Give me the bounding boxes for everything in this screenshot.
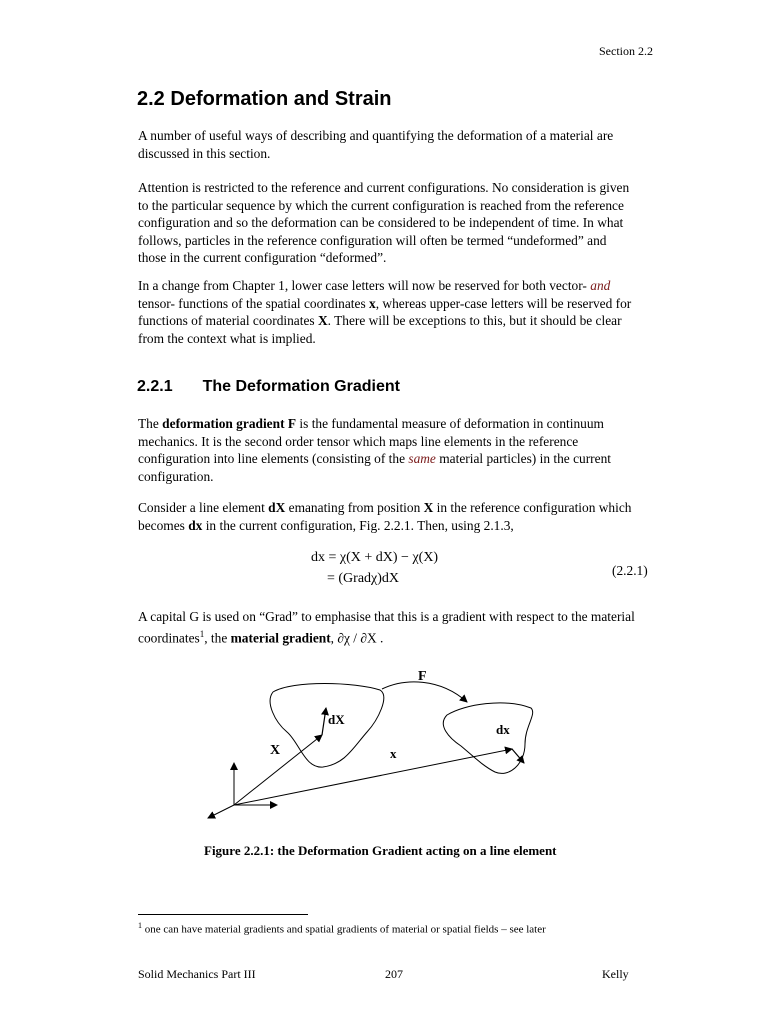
oblique-axis bbox=[208, 805, 234, 818]
text-run: In a change from Chapter 1, lower case letters will now be reserved for both vector- bbox=[138, 278, 591, 293]
text-run: Consider a line element bbox=[138, 500, 269, 515]
current-body-shape bbox=[443, 703, 532, 773]
label-x: x bbox=[390, 746, 397, 761]
paragraph-intro: A number of useful ways of describing and quantifying the deformation of a material are discussed in this section. bbox=[138, 128, 614, 161]
text-run: in the reference configuration which becomes bbox=[138, 500, 632, 533]
line-element-dX bbox=[322, 708, 326, 735]
equation-number: (2.2.1) bbox=[612, 563, 648, 578]
text-run: , the bbox=[204, 629, 231, 645]
line-element-dx bbox=[512, 749, 524, 763]
text-run: , ∂χ / ∂X . bbox=[330, 629, 384, 645]
footnote-rule bbox=[138, 914, 308, 915]
footnote-text: one can have material gradients and spatial gradients of material or spatial fields – see later bbox=[142, 923, 546, 936]
text-run: A capital G is used on “Grad” to emphasise that this is a gradient with respect to the material coordinates bbox=[138, 609, 635, 645]
section-heading bbox=[137, 88, 392, 111]
text-run: , whereas upper-case letters will be reserved for functions of material coordinates bbox=[138, 295, 632, 328]
term-deformation-gradient: deformation gradient F bbox=[162, 416, 297, 431]
footer-left: Solid Mechanics Part III bbox=[138, 967, 256, 981]
paragraph-configurations: Attention is restricted to the reference and current configurations. No consideration is given to the particular sequence by which the current configuration is reached from the reference configuration and so the deformation can be considered to be independent of time. In what follows, particles in the reference configuration will often be termed “undeformed” and those in the current configuration “deformed”. bbox=[138, 180, 630, 265]
symbol-dx: dx bbox=[188, 517, 203, 533]
reference-body-shape bbox=[270, 684, 384, 768]
section-title: Deformation and Strain bbox=[170, 88, 392, 110]
symbol-X: X bbox=[317, 313, 328, 328]
footer-right: Kelly bbox=[602, 967, 629, 981]
symbol-X: X bbox=[423, 500, 434, 515]
footnote-ref: 1 bbox=[199, 628, 205, 639]
text-run: . There will be exceptions to this, but it should be clear from the context what is implied. bbox=[138, 313, 622, 346]
footnote bbox=[138, 921, 546, 936]
emphasis-same: same bbox=[408, 451, 436, 466]
text-run: emanating from position bbox=[285, 500, 424, 515]
emphasis-and: and bbox=[590, 278, 611, 293]
symbol-x: x bbox=[369, 295, 376, 311]
label-F: F bbox=[418, 669, 427, 684]
text-run: material particles) in the current configuration. bbox=[138, 451, 612, 484]
deformation-figure bbox=[195, 660, 575, 825]
running-header: Section 2.2 bbox=[599, 44, 653, 58]
section-number: 2.2 bbox=[137, 88, 165, 110]
paragraph-notation bbox=[138, 277, 638, 347]
subsection-heading bbox=[137, 378, 400, 396]
paragraph-line-element bbox=[138, 499, 638, 534]
subsection-title: The Deformation Gradient bbox=[202, 378, 400, 395]
mapping-arrow bbox=[382, 682, 467, 702]
label-dX: dX bbox=[328, 712, 345, 727]
figure-caption: Figure 2.2.1: the Deformation Gradient acting on a line element bbox=[204, 843, 557, 858]
equation-line-1: dx = χ(X + dX) − χ(X) bbox=[311, 550, 439, 565]
text-run: tensor- functions of the spatial coordinates bbox=[138, 295, 370, 311]
label-X: X bbox=[270, 743, 281, 758]
symbol-dX: dX bbox=[268, 500, 286, 515]
subsection-number: 2.2.1 bbox=[137, 378, 173, 395]
label-dx: dx bbox=[496, 722, 510, 737]
paragraph-deformation-gradient bbox=[138, 415, 638, 485]
text-run: is the fundamental measure of deformation in continuum mechanics. It is the second order tensor which maps line elements in the reference configuration into line elements (consisting of the bbox=[138, 416, 604, 466]
footnote-mark: 1 bbox=[138, 921, 142, 930]
equation-line-2: = (Gradχ)dX bbox=[327, 571, 400, 586]
term-material-gradient: material gradient bbox=[230, 629, 331, 645]
text-run: The bbox=[138, 416, 163, 431]
page-number: 207 bbox=[385, 967, 403, 981]
text-run: in the current configuration, Fig. 2.2.1. Then, using 2.1.3, bbox=[202, 517, 514, 533]
paragraph-material-gradient bbox=[138, 608, 638, 646]
